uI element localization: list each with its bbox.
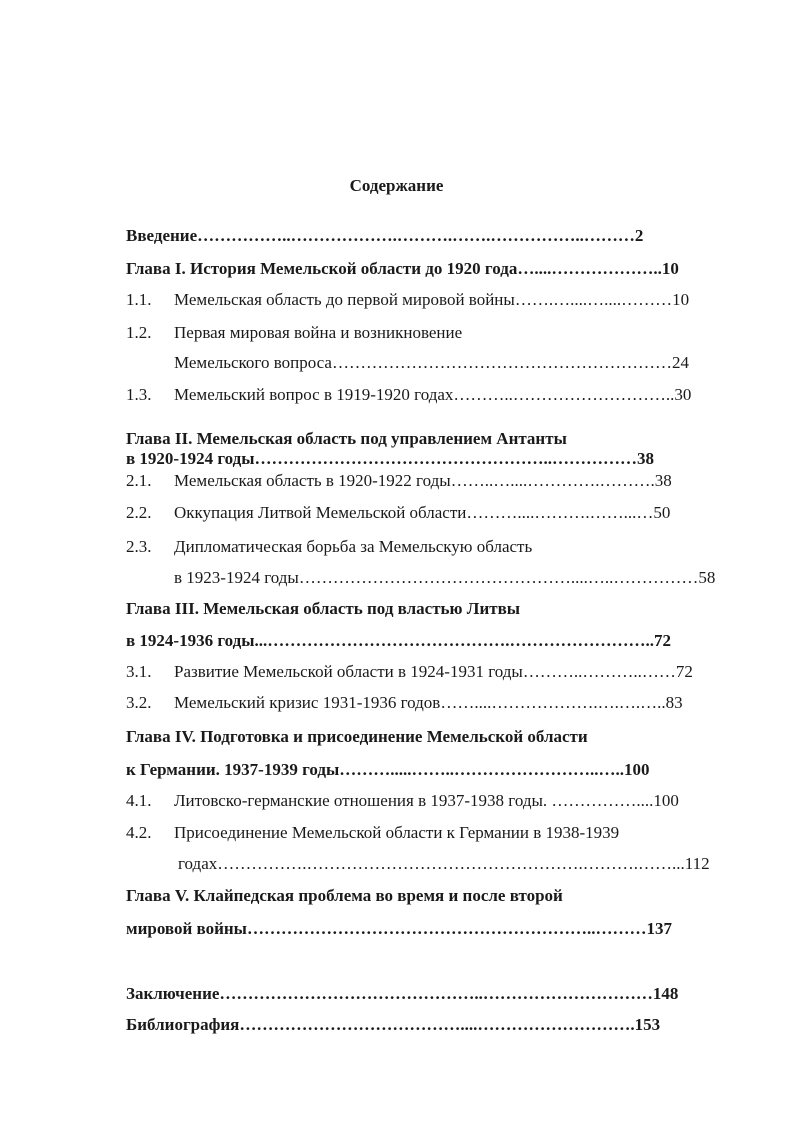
toc-chapter-4-line1: Глава IV. Подготовка и присоединение Мемельской области (126, 727, 588, 746)
toc-chapter-4-line2: к Германии. 1937-1939 годы……….....……..……………………..…..100 (126, 760, 650, 779)
toc-section-number: 2.2. (126, 503, 152, 522)
toc-section-2-1: Мемельская область в 1920-1922 годы……..…....………….……….38 (174, 471, 672, 490)
toc-section-number: 2.1. (126, 471, 152, 490)
toc-section-4-2-line2: годах…………….………………………………………….……….……...112 (178, 854, 710, 873)
toc-section-number: 1.3. (126, 385, 152, 404)
toc-bibliography: Библиография…………………………………....……………………….153 (126, 1015, 661, 1034)
toc-section-number: 4.1. (126, 791, 152, 810)
toc-section-1-2-line2: Мемельского вопроса……………………………………………………24 (174, 353, 689, 372)
toc-chapter-2-line1: Глава II. Мемельская область под управлением Антанты (126, 429, 567, 448)
toc-section-2-3-line2: в 1923-1924 годы…………………………………………....…..……………58 (174, 568, 716, 587)
toc-section-3-1: Развитие Мемельской области в 1924-1931 годы………..………..……72 (174, 662, 693, 681)
toc-section-number: 3.1. (126, 662, 152, 681)
toc-section-1-2-line1: Первая мировая война и возникновение (174, 323, 463, 342)
toc-section-number: 4.2. (126, 823, 152, 842)
toc-section-4-2-line1: Присоединение Мемельской области к Германии в 1938-1939 (174, 823, 620, 842)
toc-introduction: Введение……………..……………….……….…….……………..………2 (126, 226, 644, 245)
toc-section-3-2: Мемельский кризис 1931-1936 годов……....……………….….….…..83 (174, 693, 683, 712)
toc-section-2-3-line1: Дипломатическая борьба за Мемельскую область (174, 537, 533, 556)
toc-section-2-2: Оккупация Литвой Мемельской области………....……….……...…50 (174, 503, 671, 522)
toc-title: Содержание (349, 176, 444, 195)
toc-section-1-3: Мемельский вопрос в 1919-1920 годах………..………………………..30 (174, 385, 692, 404)
toc-section-number: 1.2. (126, 323, 152, 342)
toc-section-4-1: Литовско-германские отношения в 1937-1938 годы. ……………....100 (174, 791, 679, 810)
toc-chapter-2-line2: в 1920-1924 годы……………………………………………..……………38 (126, 449, 655, 468)
toc-conclusion: Заключение………………………………………..…………………………148 (126, 984, 679, 1003)
toc-section-number: 1.1. (126, 290, 152, 309)
toc-section-number: 2.3. (126, 537, 152, 556)
toc-chapter-5-line2: мировой войны……………………………………………………..………137 (126, 919, 672, 938)
toc-section-number: 3.2. (126, 693, 152, 712)
toc-chapter-3-line2: в 1924-1936 годы...…………………………………….……………………..72 (126, 631, 672, 650)
toc-chapter-1: Глава I. История Мемельской области до 1920 года…....………………..10 (126, 259, 679, 278)
toc-chapter-5-line1: Глава V. Клайпедская проблема во время и после второй (126, 886, 563, 905)
toc-section-1-1: Мемельская область до первой мировой войны…….…....…....………10 (174, 290, 690, 309)
toc-chapter-3-line1: Глава III. Мемельская область под властью Литвы (126, 599, 521, 618)
